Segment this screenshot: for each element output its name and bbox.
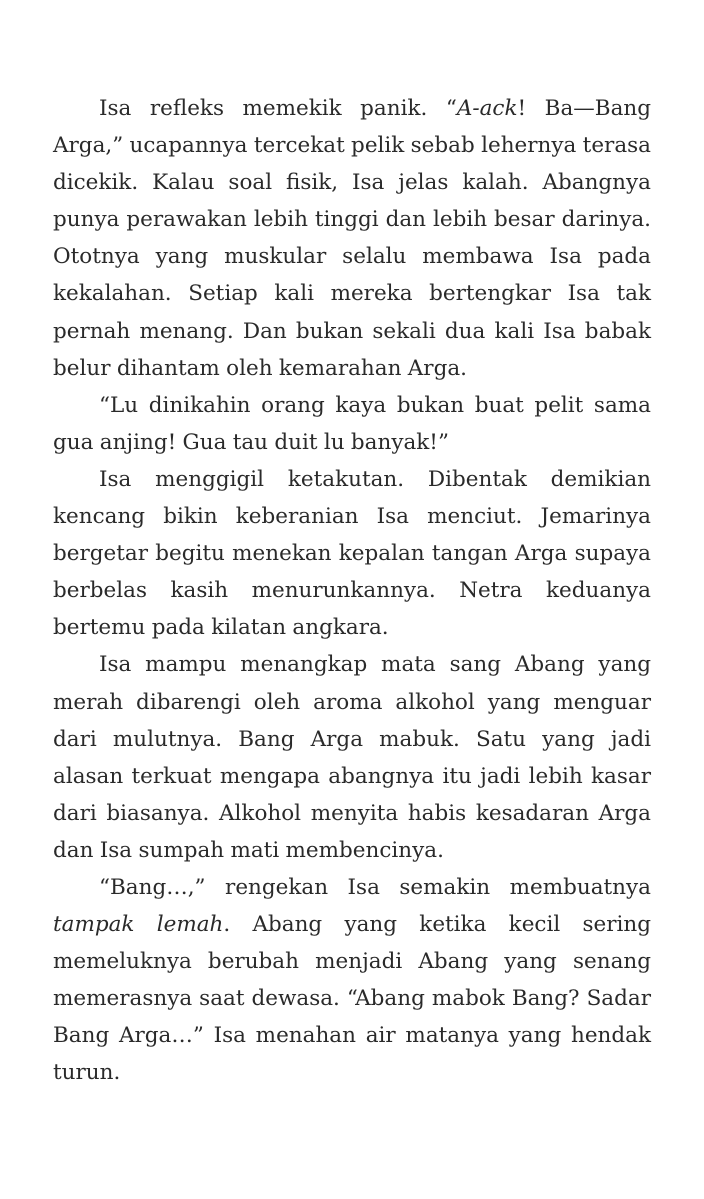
paragraph-1 bbox=[53, 90, 651, 387]
paragraph-3 bbox=[53, 461, 651, 646]
paragraph-4-text-1: Isa mampu menangkap mata sang Abang yang merah dibarengi oleh aroma alkohol yang menguar dari mulutnya. Bang Arga mabuk. Satu yang jadi alasan terkuat mengapa abangnya itu jadi lebih kasar dari biasanya. Alkohol menyita habis kesadaran Arga dan Isa sumpah mati membencinya. bbox=[53, 652, 651, 863]
paragraph-1-text-2: ! Ba—Bang Arga,” ucapannya tercekat pelik sebab lehernya terasa dicekik. Kalau soal fisik, Isa jelas kalah. Abangnya punya perawakan lebih tinggi dan lebih besar darinya. Ototnya yang muskular selalu membawa Isa pada kekalahan. Setiap kali mereka bertengkar Isa tak pernah menang. Dan bukan sekali dua kali Isa babak belur dihantam oleh kemarahan Arga. bbox=[53, 96, 651, 381]
paragraph-2-text-1: “Lu dinikahin orang kaya bukan buat pelit sama gua anjing! Gua tau duit lu banyak!” bbox=[53, 392, 651, 455]
paragraph-2 bbox=[53, 387, 651, 461]
paragraph-5-text-1: “Bang…,” rengekan Isa semakin membuatnya bbox=[99, 874, 651, 900]
paragraph-1-italic-1: A-ack bbox=[456, 96, 518, 121]
paragraph-5-text-2: . Abang yang ketika kecil sering memeluknya berubah menjadi Abang yang senang memerasnya saat dewasa. “Abang mabok Bang? Sadar Bang Arga…” Isa menahan air matanya yang hendak turun. bbox=[53, 912, 651, 1086]
paragraph-1-text-1: Isa refleks memekik panik. “ bbox=[99, 96, 457, 121]
paragraph-4 bbox=[53, 646, 651, 869]
paragraph-3-text-1: Isa menggigil ketakutan. Dibentak demikian kencang bikin keberanian Isa menciut. Jemarinya bergetar begitu menekan kepalan tangan Arga supaya berbelas kasih menurunkannya. Netra keduanya bertemu pada kilatan angkara. bbox=[53, 466, 651, 641]
paragraph-5-italic-1: tampak lemah bbox=[53, 912, 224, 938]
paragraph-5 bbox=[53, 869, 651, 1092]
book-page bbox=[53, 90, 651, 1092]
